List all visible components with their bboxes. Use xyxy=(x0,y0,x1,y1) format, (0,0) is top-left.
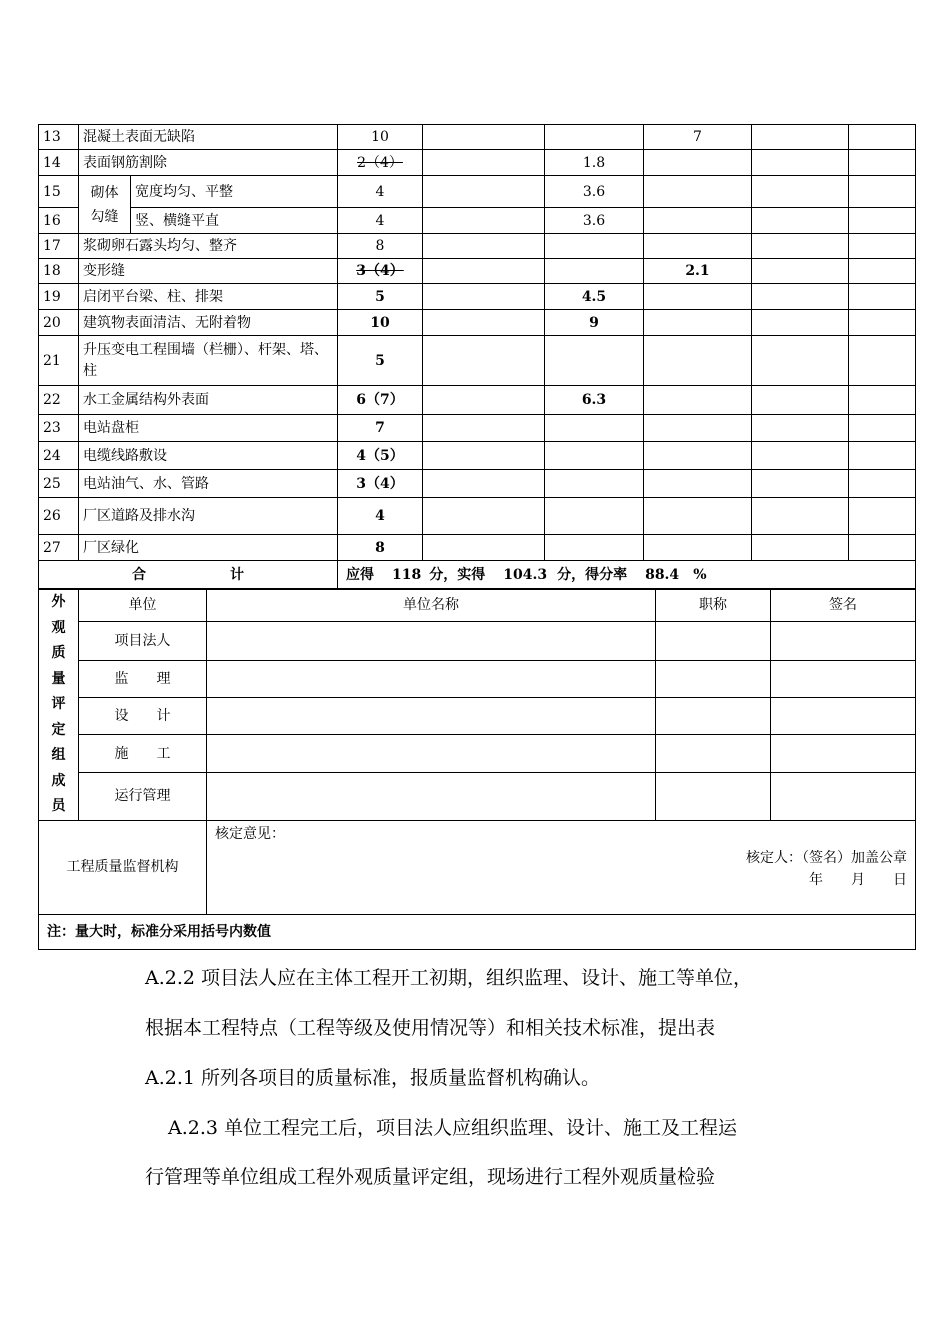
item-row xyxy=(39,415,916,442)
group-row-name-field[interactable] xyxy=(207,698,656,735)
items-body xyxy=(39,125,916,589)
item-grade-5 xyxy=(849,386,916,415)
total-rate-label: 分，得分率 xyxy=(557,566,628,583)
item-standard-score: 3（4） xyxy=(338,470,423,498)
side-label-char: 评 xyxy=(51,696,66,712)
item-grade-4 xyxy=(752,176,849,208)
group-row-title-field[interactable] xyxy=(656,773,771,820)
item-name: 变形缝 xyxy=(79,259,338,284)
item-standard-score: 10 xyxy=(338,125,423,150)
item-name: 浆砌卵石露头均匀、整齐 xyxy=(79,234,338,259)
item-grade-1 xyxy=(423,259,545,284)
item-grade-1 xyxy=(423,310,545,336)
masonry-label-2: 勾缝 xyxy=(90,208,119,225)
item-grade-1 xyxy=(423,150,545,176)
total-label: 合 计 xyxy=(39,561,338,589)
group-row-sign-field[interactable] xyxy=(771,698,916,735)
item-row xyxy=(39,535,916,561)
item-no: 26 xyxy=(39,498,79,535)
item-grade-3 xyxy=(644,208,752,234)
item-name: 混凝土表面无缺陷 xyxy=(79,125,338,150)
supervision-opinion-box[interactable] xyxy=(207,820,916,914)
item-grade-2: 1.8 xyxy=(545,150,644,176)
item-grade-4 xyxy=(752,336,849,386)
item-grade-2 xyxy=(545,259,644,284)
item-row xyxy=(39,259,916,284)
total-rate-value: 88.4 xyxy=(645,566,680,583)
date-line: 年 月 日 xyxy=(809,871,907,888)
para-a22-line1: A.2.2 项目法人应在主体工程开工初期，组织监理、设计、施工等单位， xyxy=(145,967,753,989)
col-sign-header: 签名 xyxy=(771,590,916,622)
item-grade-1 xyxy=(423,415,545,442)
item-grade-4 xyxy=(752,234,849,259)
item-grade-3 xyxy=(644,386,752,415)
item-grade-2 xyxy=(545,442,644,470)
item-grade-5 xyxy=(849,234,916,259)
item-no: 18 xyxy=(39,259,79,284)
item-grade-1 xyxy=(423,125,545,150)
item-name: 电站油气、水、管路 xyxy=(79,470,338,498)
side-label-char: 外 xyxy=(51,594,66,610)
item-grade-3: 7 xyxy=(644,125,752,150)
item-name: 电站盘柜 xyxy=(79,415,338,442)
side-label-char: 质 xyxy=(51,645,66,661)
items-table xyxy=(38,124,916,589)
group-row-name-field[interactable] xyxy=(207,735,656,773)
item-row xyxy=(39,310,916,336)
item-name: 宽度均匀、平整 xyxy=(131,176,338,208)
item-grade-5 xyxy=(849,284,916,310)
group-row-title-field[interactable] xyxy=(656,698,771,735)
item-no: 14 xyxy=(39,150,79,176)
item-standard-score: 4 xyxy=(338,498,423,535)
item-row xyxy=(39,284,916,310)
item-grade-2: 6.3 xyxy=(545,386,644,415)
item-standard-score: 10 xyxy=(338,310,423,336)
item-grade-1 xyxy=(423,535,545,561)
item-grade-5 xyxy=(849,310,916,336)
item-grade-4 xyxy=(752,208,849,234)
para-a23-line2: 行管理等单位组成工程外观质量评定组，现场进行工程外观质量检验 xyxy=(145,1166,716,1188)
side-label-char: 员 xyxy=(51,798,66,814)
group-row-name-field[interactable] xyxy=(207,621,656,660)
item-name: 厂区绿化 xyxy=(79,535,338,561)
item-grade-5 xyxy=(849,336,916,386)
item-grade-4 xyxy=(752,125,849,150)
item-grade-5 xyxy=(849,535,916,561)
item-grade-3 xyxy=(644,310,752,336)
item-grade-1 xyxy=(423,336,545,386)
item-grade-3 xyxy=(644,284,752,310)
col-name-header: 单位名称 xyxy=(207,590,656,622)
item-no: 20 xyxy=(39,310,79,336)
quality-assessment-sheet xyxy=(38,124,915,950)
item-grade-2 xyxy=(545,336,644,386)
item-grade-2: 3.6 xyxy=(545,176,644,208)
side-label-char: 量 xyxy=(51,670,66,687)
item-grade-4 xyxy=(752,284,849,310)
para-a22-line3: A.2.1 所列各项目的质量标准，报质量监督机构确认。 xyxy=(145,1067,601,1089)
item-name: 厂区道路及排水沟 xyxy=(79,498,338,535)
item-no: 13 xyxy=(39,125,79,150)
masonry-label-1: 砌体 xyxy=(90,184,119,201)
signer-line: 核定人：（签名）加盖公章 xyxy=(746,849,907,866)
item-grade-3 xyxy=(644,150,752,176)
group-row-name-field[interactable] xyxy=(207,773,656,820)
item-row xyxy=(39,386,916,415)
group-row-sign-field[interactable] xyxy=(771,773,916,820)
item-no: 22 xyxy=(39,386,79,415)
side-label-char: 观 xyxy=(51,619,66,636)
item-standard-score: 3（4） xyxy=(338,259,423,284)
group-row-unit: 监 理 xyxy=(79,660,207,697)
group-side-label xyxy=(39,590,79,821)
item-grade-3 xyxy=(644,442,752,470)
item-grade-2 xyxy=(545,234,644,259)
group-row-unit: 设 计 xyxy=(79,698,207,735)
group-row-title-field[interactable] xyxy=(656,735,771,773)
item-name: 表面钢筋割除 xyxy=(79,150,338,176)
item-no: 23 xyxy=(39,415,79,442)
item-name: 电缆线路敷设 xyxy=(79,442,338,470)
group-row-sign-field[interactable] xyxy=(771,660,916,697)
item-name: 水工金属结构外表面 xyxy=(79,386,338,415)
item-grade-3 xyxy=(644,176,752,208)
item-standard-score: 4 xyxy=(338,208,423,234)
item-no: 24 xyxy=(39,442,79,470)
total-actual-value: 104.3 xyxy=(503,566,548,583)
item-grade-4 xyxy=(752,470,849,498)
item-row xyxy=(39,442,916,470)
item-grade-4 xyxy=(752,386,849,415)
item-name: 竖、横缝平直 xyxy=(131,208,338,234)
note-row: 注：量大时，标准分采用括号内数值 xyxy=(39,914,916,949)
para-a23-line1: A.2.3 单位工程完工后，项目法人应组织监理、设计、施工及工程运 xyxy=(168,1117,738,1139)
item-row xyxy=(39,336,916,386)
item-grade-2: 3.6 xyxy=(545,208,644,234)
item-no: 21 xyxy=(39,336,79,386)
item-grade-5 xyxy=(849,208,916,234)
item-name: 启闭平台梁、柱、排架 xyxy=(79,284,338,310)
item-grade-3: 2.1 xyxy=(644,259,752,284)
item-grade-3 xyxy=(644,470,752,498)
item-standard-score: 4 xyxy=(338,176,423,208)
item-grade-5 xyxy=(849,150,916,176)
item-grade-3 xyxy=(644,415,752,442)
item-grade-3 xyxy=(644,234,752,259)
total-row xyxy=(39,561,916,589)
item-grade-4 xyxy=(752,150,849,176)
side-label-char: 定 xyxy=(51,721,66,738)
item-grade-1 xyxy=(423,234,545,259)
item-grade-5 xyxy=(849,442,916,470)
item-grade-1 xyxy=(423,386,545,415)
item-grade-1 xyxy=(423,470,545,498)
item-no: 25 xyxy=(39,470,79,498)
group-row-title-field[interactable] xyxy=(656,621,771,660)
item-name: 升压变电工程围墙（栏栅）、杆架、塔、柱 xyxy=(79,336,338,386)
item-grade-5 xyxy=(849,259,916,284)
opinion-label: 核定意见： xyxy=(215,825,285,842)
masonry-label xyxy=(79,176,131,234)
item-grade-5 xyxy=(849,498,916,535)
item-grade-4 xyxy=(752,310,849,336)
group-row-title-field[interactable] xyxy=(656,660,771,697)
supervision-label: 工程质量监督机构 xyxy=(39,820,207,914)
col-title-header: 职称 xyxy=(656,590,771,622)
total-should-value: 118 xyxy=(392,566,422,583)
item-standard-score: 8 xyxy=(338,535,423,561)
item-grade-2 xyxy=(545,415,644,442)
item-grade-4 xyxy=(752,498,849,535)
item-row xyxy=(39,125,916,150)
item-grade-4 xyxy=(752,415,849,442)
col-unit-header: 单位 xyxy=(79,590,207,622)
item-standard-score: 5 xyxy=(338,336,423,386)
item-no: 15 xyxy=(39,176,79,208)
total-should-label: 应得 xyxy=(346,566,374,583)
item-standard-score: 2（4） xyxy=(338,150,423,176)
item-grade-5 xyxy=(849,125,916,150)
item-grade-2: 9 xyxy=(545,310,644,336)
group-table xyxy=(38,589,916,950)
item-row xyxy=(39,498,916,535)
item-grade-4 xyxy=(752,259,849,284)
side-label-char: 成 xyxy=(51,772,66,789)
item-grade-1 xyxy=(423,208,545,234)
item-row xyxy=(39,208,916,234)
group-row-sign-field[interactable] xyxy=(771,621,916,660)
item-standard-score: 8 xyxy=(338,234,423,259)
item-no: 27 xyxy=(39,535,79,561)
item-grade-5 xyxy=(849,415,916,442)
item-row xyxy=(39,176,916,208)
item-no: 19 xyxy=(39,284,79,310)
item-no: 16 xyxy=(39,208,79,234)
item-standard-score: 6（7） xyxy=(338,386,423,415)
item-grade-3 xyxy=(644,535,752,561)
group-row-unit: 运行管理 xyxy=(79,773,207,820)
item-grade-2: 4.5 xyxy=(545,284,644,310)
total-actual-label: 分，实得 xyxy=(429,566,486,583)
item-grade-2 xyxy=(545,535,644,561)
group-row-name-field[interactable] xyxy=(207,660,656,697)
item-standard-score: 4（5） xyxy=(338,442,423,470)
item-no: 17 xyxy=(39,234,79,259)
item-grade-3 xyxy=(644,336,752,386)
group-row-unit: 施 工 xyxy=(79,735,207,773)
para-a22-line2: 根据本工程特点（工程等级及使用情况等）和相关技术标准，提出表 xyxy=(145,1017,716,1039)
side-label-char: 组 xyxy=(51,747,66,763)
item-row xyxy=(39,234,916,259)
item-grade-4 xyxy=(752,442,849,470)
item-grade-1 xyxy=(423,284,545,310)
item-grade-2 xyxy=(545,470,644,498)
item-grade-2 xyxy=(545,125,644,150)
item-grade-5 xyxy=(849,176,916,208)
item-standard-score: 5 xyxy=(338,284,423,310)
group-row-sign-field[interactable] xyxy=(771,735,916,773)
total-percent: % xyxy=(693,566,707,583)
item-grade-3 xyxy=(644,498,752,535)
item-grade-5 xyxy=(849,470,916,498)
group-row-unit: 项目法人 xyxy=(79,621,207,660)
item-grade-1 xyxy=(423,498,545,535)
total-summary xyxy=(338,561,916,589)
item-row xyxy=(39,150,916,176)
item-row xyxy=(39,470,916,498)
item-grade-2 xyxy=(545,498,644,535)
item-grade-1 xyxy=(423,176,545,208)
item-name: 建筑物表面清洁、无附着物 xyxy=(79,310,338,336)
item-standard-score: 7 xyxy=(338,415,423,442)
item-grade-4 xyxy=(752,535,849,561)
item-grade-1 xyxy=(423,442,545,470)
